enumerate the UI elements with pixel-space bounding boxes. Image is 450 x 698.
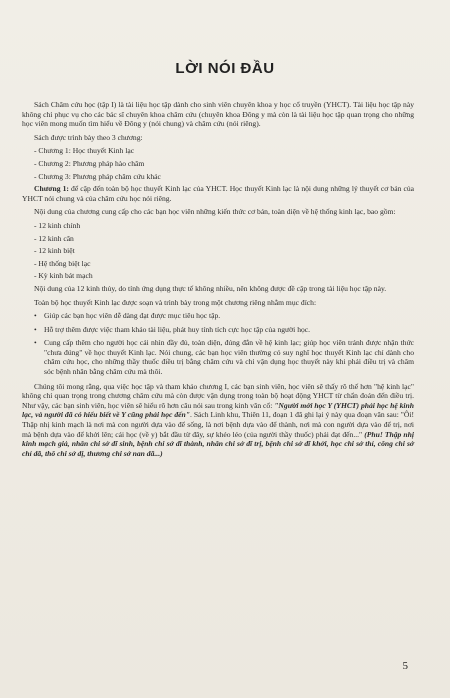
page-title: LỜI NÓI ĐẦU <box>175 60 275 77</box>
whole-theory-paragraph: Toàn bộ học thuyết Kinh lạc được soạn và trình bày trong một chương riêng nhằm mục đích: <box>34 297 317 307</box>
content-intro: Nội dung của chương cung cấp cho các bạn học viên những kiến thức cơ bản, toàn diện về hệ thống kinh lạc, bao gồm: <box>34 207 396 217</box>
intro-paragraph: Sách Châm cứu học (tập I) là tài liệu học tập dành cho sinh viên chuyên khoa y học cổ truyền (YHCT). Tài liệu học tập này không chỉ phục vụ cho các bác sĩ chuyên khoa châm cứu (chuyên khoa Đông y mà còn là tài liệu học tập quan trọng cho những học viên mong muốn tìm hiểu về Đông y (nói chung) và châm cứu (nói riêng). <box>22 100 414 129</box>
chapter-item: - Chương 1: Học thuyết Kinh lạc <box>34 146 135 156</box>
twelve-meridians-paragraph: Nội dung của 12 kinh thủy, do tính ứng dụng thực tế không nhiều, nên không được đề cập trong tài liệu học tập này. <box>34 283 387 293</box>
chapter-item: - Chương 3: Phương pháp châm cứu khác <box>34 171 161 181</box>
chapters-intro: Sách được trình bày theo 3 chương: <box>34 132 143 142</box>
chapter1-paragraph <box>22 184 414 203</box>
closing-text: Chúng tôi mong rằng, qua việc học tập và tham khảo chương I, các bạn sinh viên, học viên sẽ thấy rõ thế hơn "hệ kinh lạc" không chỉ quan trọng trong chương châm cứu mà còn được vận dụng trong toàn bộ hoạt động YHCT từ chẩn đoán đến điều trị. Như vậy, các bạn sinh viên, học viên sẽ hiểu rõ hơn câu nói sau trong kinh văn cổ: <box>22 381 414 410</box>
closing-quote-1: "Người mới học Y (YHCT) phải học hệ kinh lạc, và người đã có hiểu biết về Y cũng phải học đến" <box>22 400 414 420</box>
system-item: - 12 kinh chính <box>34 220 81 230</box>
page-number: 5 <box>402 660 408 672</box>
purpose-list <box>22 311 414 377</box>
system-item: - Kỳ kinh bát mạch <box>34 271 93 281</box>
chapter1-label: Chương 1: <box>34 184 69 194</box>
system-item: - 12 kinh cân <box>34 233 74 243</box>
system-item: - Hệ thống biệt lạc <box>34 258 91 268</box>
system-item: - 12 kinh biệt <box>34 246 75 256</box>
purpose-item: • Cung cấp thêm cho người học cái nhìn đầy đủ, toàn diện, đúng đắn về hệ kinh lạc; giúp học viên tránh được nhận thức "chưa đúng" về học thuyết Kinh lạc. Nói chung, các bạn học viên thường có suy nghĩ học thuyết Kinh lạc chỉ dành cho châm cứu học, cho những thầy thuốc điều trị bằng châm cứu và chỉ vận dụng học thuyết này khi phải điều trị và chăm sóc bệnh nhân bằng châm cứu mà thôi. <box>22 338 414 376</box>
purpose-item: • Giúp các bạn học viên dễ dàng đạt được mục tiêu học tập. <box>22 311 414 321</box>
closing-paragraph <box>22 382 414 459</box>
purpose-item: • Hỗ trợ thêm được việc tham khảo tài liệu, phát huy tính tích cực học tập của người học. <box>22 325 414 335</box>
chapter-item: - Chương 2: Phương pháp hào châm <box>34 158 145 168</box>
closing-quote-2: (Phu! Thập nhị kinh mạch giả, nhân chi sở dĩ sinh, bệnh chi sở dĩ thành, nhân chi sở dĩ trị, bệnh chi sở dĩ khởi, học chi sở thỉ, công chi sở chỉ dã, thô chi sở dị, thương chi sở nan dã...) <box>22 429 414 458</box>
page-body <box>22 100 414 462</box>
closing-middle: . Sách Linh khu, Thiên 11, đoạn 1 đã ghi lại ý này qua đoạn văn sau: "Ôi! Thập nhị kinh mạch là nơi mà con người dựa vào để sống, là nơi bệnh dựa vào để thành, nơi mà con người dựa vào để trị, nơi mà bệnh dựa vào để khởi lên; cái học (về y) bắt đầu từ đây, sự khéo léo (của người thầy thuốc) phải đạt đến..." <box>22 410 415 439</box>
chapter1-text: để cập đến toàn bộ học thuyết Kinh lạc của YHCT. Học thuyết Kinh lạc là nội dung những lý thuyết cơ bản của YHCT nói chung và của châm cứu học nói riêng. <box>22 184 415 203</box>
